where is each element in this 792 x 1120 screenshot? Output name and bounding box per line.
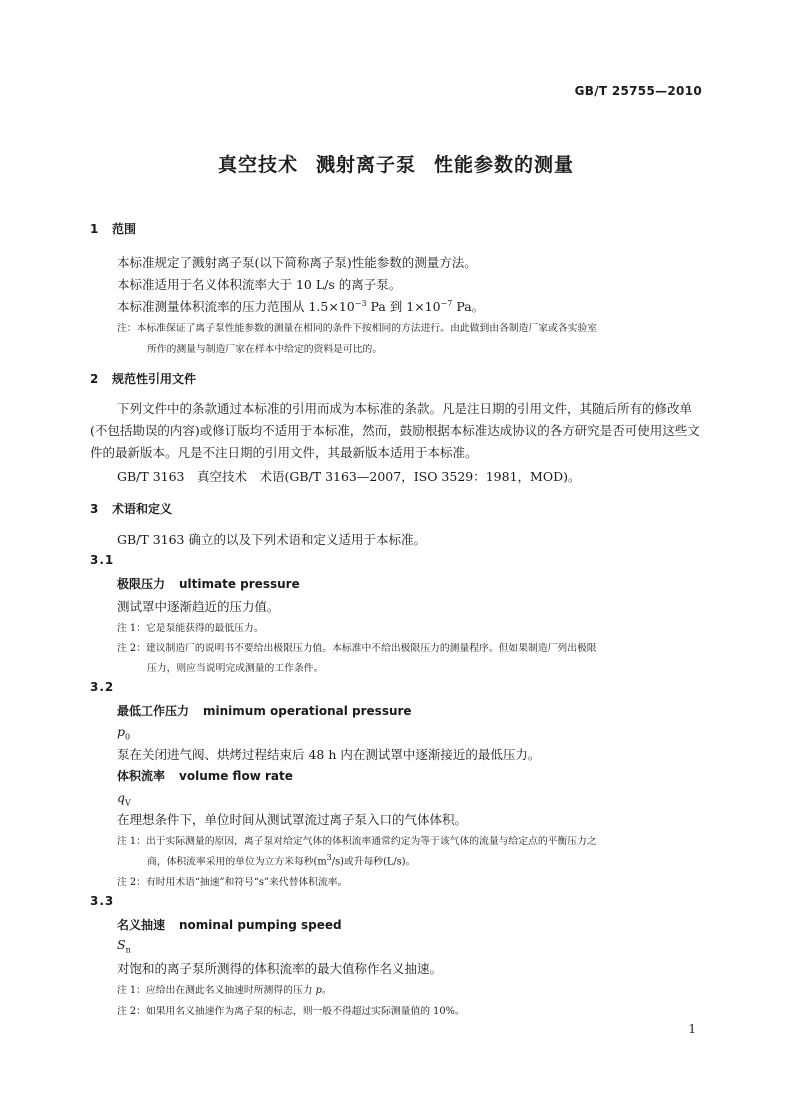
normative-references-paragraph: 下列文件中的条款通过本标准的引用而成为本标准的条款。凡是注日期的引用文件，其随后所有的修改单(不包括勘误的内容)或修订版均不适用于本标准，然而，鼓励根据本标准达成协议的各方研究是否可使用这些文件的最新版本。凡是不注日期的引用文件，其最新版本适用于本标准。	[90, 401, 700, 460]
term-nominal-pumping-speed	[117, 916, 342, 933]
symbol-subscript: n	[125, 945, 131, 955]
section-title: 范围	[112, 222, 137, 236]
clause-3-2-note-2: 注 2：有时用术语“抽速”和符号“s”来代替体积流率。	[117, 877, 348, 888]
section-number: 1	[90, 222, 99, 236]
symbol-sn	[117, 937, 131, 955]
clause-3-2-note-1-line-1: 注 1：出于实际测量的原因，离子泵对给定气体的体积流率通常约定为等于该气体的流量与给定点的平衡压力之	[117, 836, 597, 847]
page-number: 1	[688, 1022, 696, 1036]
definition-volume-flow-rate: 在理想条件下，单位时间从测试罩流过离子泵入口的气体体积。	[117, 812, 468, 827]
term-en: minimum operational pressure	[203, 704, 412, 718]
symbol-qv	[117, 790, 131, 808]
terms-intro: GB/T 3163 确立的以及下列术语和定义适用于本标准。	[117, 532, 426, 547]
clause-3-3-number: 3.3	[90, 894, 115, 908]
clause-3-1-note-2-line-2: 压力，则应当说明完成测量的工作条件。	[147, 663, 324, 674]
term-en: volume flow rate	[179, 769, 293, 783]
definition-nominal-pumping-speed: 对饱和的离子泵所测得的体积流率的最大值称作名义抽速。	[117, 961, 443, 976]
text-run: 本标准测量体积流率的压力范围从 1.5×10	[117, 299, 355, 314]
term-zh: 名义抽速	[117, 918, 166, 932]
term-minimum-operational-pressure	[117, 702, 412, 719]
section-1-heading	[90, 220, 136, 237]
scope-paragraph-3	[117, 297, 484, 315]
symbol-p0	[117, 724, 130, 742]
scope-note-line-2: 所作的测量与制造厂家在样本中给定的资料是可比的。	[147, 344, 383, 355]
scope-paragraph-2: 本标准适用于名义体积流率大于 10 L/s 的离子泵。	[117, 277, 402, 292]
exponent: 3	[326, 853, 332, 862]
section-number: 2	[90, 372, 99, 386]
symbol-subscript: V	[125, 798, 131, 808]
section-title: 术语和定义	[112, 502, 173, 516]
title-part-3: 性能参数的测量	[434, 154, 575, 176]
symbol-main: q	[117, 790, 126, 805]
exponent: −7	[440, 298, 453, 308]
text-run: Pa 到 1×10	[366, 299, 441, 314]
term-zh: 最低工作压力	[117, 704, 190, 718]
clause-3-1-number: 3.1	[90, 553, 115, 567]
exponent: −3	[354, 298, 367, 308]
section-3-heading	[90, 500, 172, 517]
clause-3-1-note-2-line-1: 注 2：建议制造厂的说明书不要给出极限压力值。本标准中不给出极限压力的测量程序。但如果制造厂列出极限	[117, 643, 597, 654]
symbol-p: p	[315, 985, 322, 996]
section-2-heading	[90, 370, 196, 387]
text-run: /s)或升每秒(L/s)。	[331, 856, 416, 868]
term-volume-flow-rate	[117, 767, 293, 784]
definition-ultimate-pressure: 测试罩中逐渐趋近的压力值。	[117, 599, 280, 614]
term-en: ultimate pressure	[179, 577, 300, 591]
term-zh: 极限压力	[117, 577, 166, 591]
symbol-main: S	[117, 937, 126, 952]
text-run: 。	[321, 985, 332, 996]
section-number: 3	[90, 502, 99, 516]
clause-3-3-note-2: 注 2：如果用名义抽速作为离子泵的标志，则一般不得超过实际测量值的 10%。	[117, 1006, 465, 1017]
scope-paragraph-1: 本标准规定了溅射离子泵(以下简称离子泵)性能参数的测量方法。	[117, 255, 477, 270]
clause-3-2-number: 3.2	[90, 680, 115, 694]
section-title: 规范性引用文件	[112, 372, 197, 386]
clause-3-1-note-1: 注 1：它是泵能获得的最低压力。	[117, 623, 264, 634]
term-en: nominal pumping speed	[179, 918, 342, 932]
standard-code: GB/T 25755—2010	[574, 84, 702, 98]
title-part-1: 真空技术	[217, 154, 298, 176]
reference-entry: GB/T 3163 真空技术 术语(GB/T 3163—2007，ISO 3529：1981，MOD)。	[117, 469, 581, 484]
symbol-main: p	[117, 724, 126, 739]
clause-3-2-note-1-line-2	[147, 853, 415, 867]
text-run: 商，体积流率采用的单位为立方米每秒(m	[147, 856, 327, 868]
text-run: Pa。	[452, 299, 485, 314]
clause-3-3-note-1	[117, 982, 332, 996]
definition-minimum-operational-pressure: 泵在关闭进气阀、烘烤过程结束后 48 h 内在测试罩中逐渐接近的最低压力。	[117, 747, 541, 762]
text-run: 注 1：应给出在测此名义抽速时所测得的压力	[117, 985, 316, 996]
scope-note-line-1: 注：本标准保证了离子泵性能参数的测量在相同的条件下按相同的方法进行。由此做到由各制造厂家或各实验室	[117, 323, 598, 334]
term-ultimate-pressure	[117, 575, 300, 592]
term-zh: 体积流率	[117, 769, 166, 783]
title-part-2: 溅射离子泵	[315, 154, 416, 176]
document-title	[0, 150, 792, 177]
symbol-subscript: 0	[125, 732, 131, 742]
